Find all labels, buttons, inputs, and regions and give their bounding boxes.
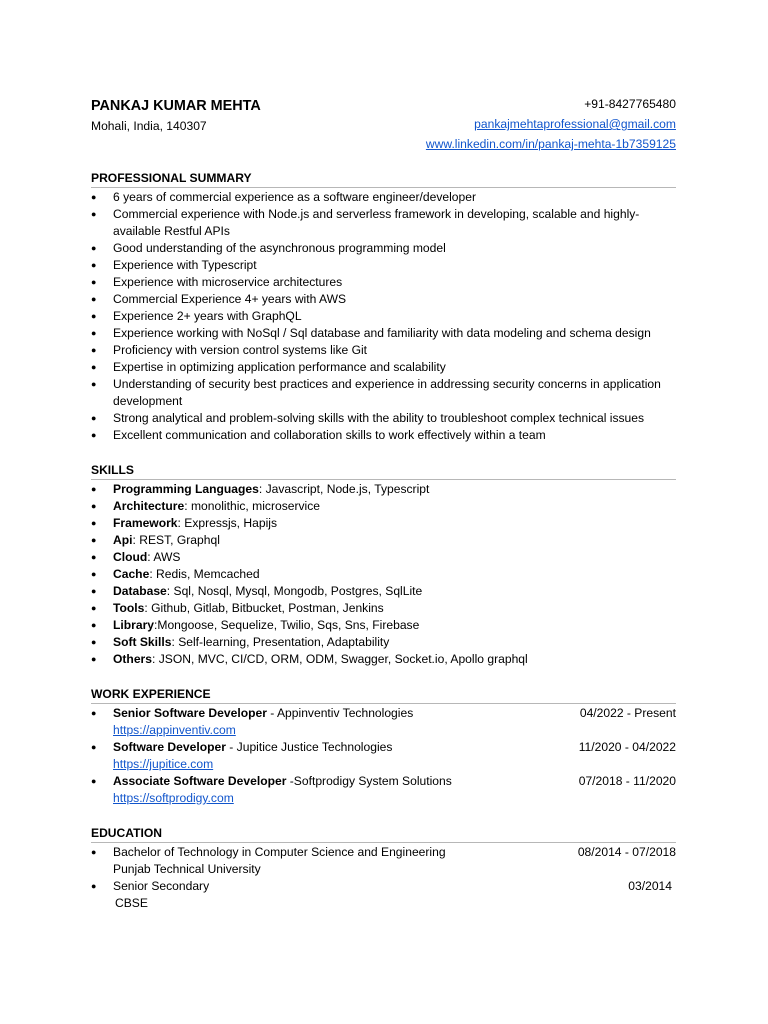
education-degree: ● Senior Secondary bbox=[113, 879, 210, 893]
skill-value: Redis, Memcached bbox=[156, 567, 260, 581]
section-title: SKILLS bbox=[91, 462, 676, 480]
summary-list bbox=[91, 189, 676, 444]
skill-label: Database bbox=[113, 584, 167, 598]
skills-section bbox=[91, 462, 676, 668]
skill-label: Framework bbox=[113, 516, 178, 530]
experience-list bbox=[91, 705, 676, 807]
skill-value: Github, Gitlab, Bitbucket, Postman, Jenkins bbox=[151, 601, 384, 615]
experience-section bbox=[91, 686, 676, 807]
job-dates: 07/2018 - 11/2020 bbox=[578, 774, 676, 788]
company-link[interactable]: https://jupitice.com bbox=[113, 757, 214, 771]
skill-sep: : bbox=[184, 499, 191, 513]
education-section bbox=[91, 825, 676, 912]
skill-item bbox=[91, 651, 676, 668]
contact-block bbox=[426, 94, 676, 154]
candidate-name: PANKAJ KUMAR MEHTA bbox=[91, 98, 261, 114]
company-link[interactable]: https://softprodigy.com bbox=[113, 791, 234, 805]
list-item: ● Commercial experience with Node.js and serverless framework in developing, scalable and highly-available Restful APIs bbox=[91, 206, 676, 240]
job-role: Senior Software Developer bbox=[113, 706, 267, 720]
skill-label: Cloud bbox=[113, 550, 148, 564]
list-item: ● Commercial Experience 4+ years with AWS bbox=[91, 291, 676, 308]
list-item: ● Proficiency with version control systems like Git bbox=[91, 342, 676, 359]
summary-section bbox=[91, 170, 676, 444]
education-dates: 08/2014 - 07/2018 bbox=[577, 845, 676, 859]
job-role: Associate Software Developer bbox=[113, 774, 287, 788]
list-item: ● Experience 2+ years with GraphQL bbox=[91, 308, 676, 325]
education-school: Punjab Technical University bbox=[113, 862, 261, 876]
resume-header bbox=[91, 94, 676, 154]
list-item: ● Experience with microservice architectures bbox=[91, 274, 676, 291]
skill-item bbox=[91, 498, 676, 515]
skill-sep: : bbox=[166, 584, 174, 598]
education-dates: 03/2014 bbox=[628, 879, 672, 893]
education-degree: ● Bachelor of Technology in Computer Science and Engineering bbox=[113, 845, 446, 859]
section-title: WORK EXPERIENCE bbox=[91, 686, 676, 704]
list-item: ● Expertise in optimizing application performance and scalability bbox=[91, 359, 676, 376]
skill-value: Expressjs, Hapijs bbox=[184, 516, 278, 530]
skill-label: Api bbox=[113, 533, 133, 547]
skill-sep: : bbox=[154, 618, 158, 632]
skill-label: Architecture bbox=[113, 499, 185, 513]
list-item: ● Strong analytical and problem-solving skills with the ability to troubleshoot complex technical issues bbox=[91, 410, 676, 427]
job-item bbox=[91, 773, 676, 807]
skills-list bbox=[91, 481, 676, 668]
skill-item bbox=[91, 600, 676, 617]
list-item: ● Excellent communication and collaboration skills to work effectively within a team bbox=[91, 427, 676, 444]
education-list bbox=[91, 844, 676, 912]
resume-page bbox=[91, 94, 676, 912]
section-title: EDUCATION bbox=[91, 825, 676, 843]
list-item: ● Good understanding of the asynchronous programming model bbox=[91, 240, 676, 257]
skill-item bbox=[91, 583, 676, 600]
skill-sep: : bbox=[177, 516, 185, 530]
skill-item bbox=[91, 549, 676, 566]
skill-value: monolithic, microservice bbox=[190, 499, 321, 513]
skill-value: JSON, MVC, CI/CD, ORM, ODM, Swagger, Socket.io, Apollo graphql bbox=[158, 652, 528, 666]
skill-item bbox=[91, 617, 676, 634]
skill-sep: : bbox=[151, 652, 159, 666]
skill-value: Javascript, Node.js, Typescript bbox=[265, 482, 430, 496]
linkedin-link[interactable]: www.linkedin.com/in/pankaj-mehta-1b7359125 bbox=[425, 137, 676, 151]
skill-value: Mongoose, Sequelize, Twilio, Sqs, Sns, Firebase bbox=[157, 618, 420, 632]
skill-sep: : bbox=[258, 482, 266, 496]
job-dates: 04/2022 - Present bbox=[579, 706, 676, 720]
skill-item bbox=[91, 532, 676, 549]
skill-item bbox=[91, 515, 676, 532]
job-dates: 11/2020 - 04/2022 bbox=[578, 740, 676, 754]
skill-sep: : bbox=[132, 533, 140, 547]
education-school: CBSE bbox=[115, 896, 148, 910]
skill-item bbox=[91, 566, 676, 583]
education-item bbox=[91, 844, 676, 878]
skill-label: Tools bbox=[113, 601, 145, 615]
job-item bbox=[91, 705, 676, 739]
education-item bbox=[91, 878, 676, 912]
skill-value: REST, Graphql bbox=[139, 533, 220, 547]
job-company: - Jupitice Justice Technologies bbox=[225, 740, 393, 754]
candidate-location: Mohali, India, 140307 bbox=[91, 119, 207, 133]
company-link[interactable]: https://appinventiv.com bbox=[113, 723, 236, 737]
skill-value: Self-learning, Presentation, Adaptability bbox=[178, 635, 390, 649]
job-item bbox=[91, 739, 676, 773]
list-item: ● Experience with Typescript bbox=[91, 257, 676, 274]
job-company: - Appinventiv Technologies bbox=[266, 706, 414, 720]
skill-sep: : bbox=[144, 601, 152, 615]
job-role: Software Developer bbox=[113, 740, 226, 754]
skill-sep: : bbox=[149, 567, 157, 581]
skill-item bbox=[91, 481, 676, 498]
skill-label: Soft Skills bbox=[113, 635, 172, 649]
email-link[interactable]: pankajmehtaprofessional@gmail.com bbox=[474, 117, 676, 131]
skill-item bbox=[91, 634, 676, 651]
list-item: ● 6 years of commercial experience as a software engineer/developer bbox=[91, 189, 676, 206]
skill-sep: : bbox=[171, 635, 179, 649]
skill-label: Programming Languages bbox=[113, 482, 259, 496]
skill-label: Library bbox=[113, 618, 154, 632]
job-company: -Softprodigy System Solutions bbox=[286, 774, 452, 788]
skill-sep: : bbox=[147, 550, 154, 564]
list-item: ● Experience working with NoSql / Sql database and familiarity with data modeling and schema design bbox=[91, 325, 676, 342]
phone-number: +91-8427765480 bbox=[584, 97, 676, 111]
section-title: PROFESSIONAL SUMMARY bbox=[91, 170, 676, 188]
list-item: ● Understanding of security best practices and experience in addressing security concerns in application development bbox=[91, 376, 676, 410]
skill-label: Others bbox=[113, 652, 152, 666]
skill-value: AWS bbox=[153, 550, 181, 564]
skill-value: Sql, Nosql, Mysql, Mongodb, Postgres, SqlLite bbox=[173, 584, 423, 598]
skill-label: Cache bbox=[113, 567, 150, 581]
